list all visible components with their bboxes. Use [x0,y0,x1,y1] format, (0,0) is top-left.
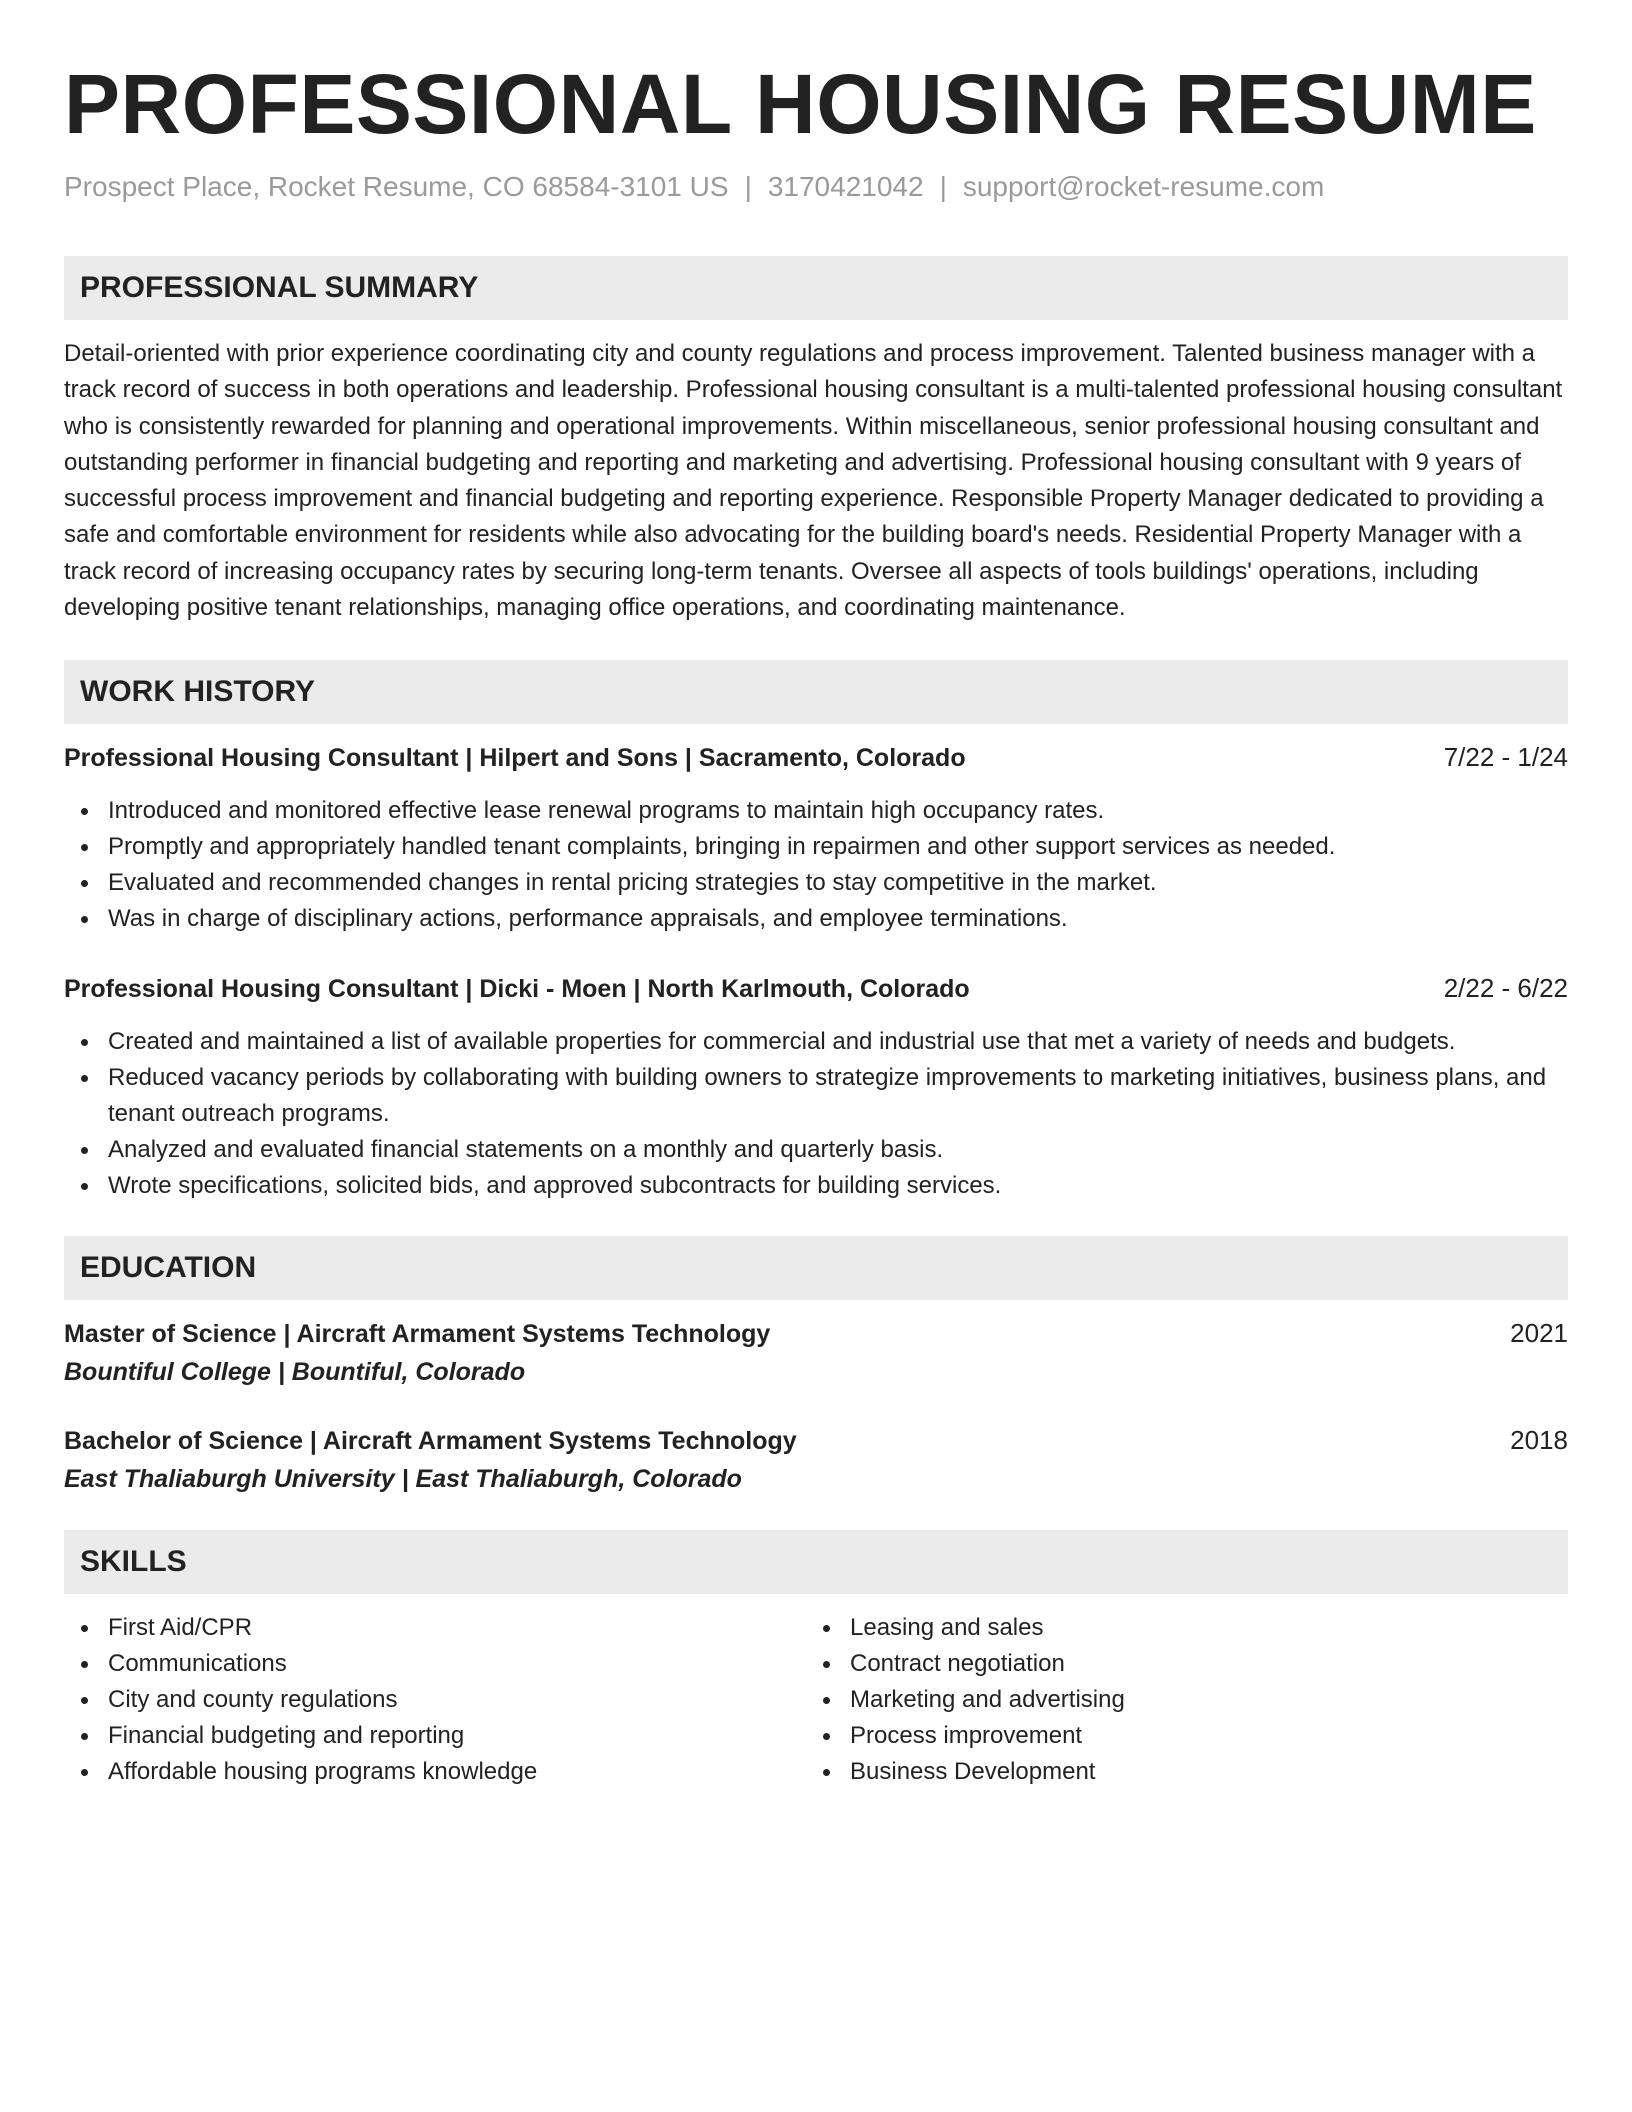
degree-title: Master of Science | Aircraft Armament Systems Technology [64,1320,771,1349]
skills-column-left [64,1610,806,1790]
graduation-year: 2018 [1510,1425,1568,1456]
summary-text: Detail-oriented with prior experience coordinating city and county regulations and process improvement. Talented business manager with a track record of success in both operations and leadership. Professional housing consultant is a multi-talented professional housing consultant who is consistently rewarded for planning and operational improvements. Within miscellaneous, senior professional housing consultant and outstanding performer in financial budgeting and reporting and marketing and advertising. Professional housing consultant with 9 years of successful process improvement and financial budgeting and reporting experience. Responsible Property Manager dedicated to providing a safe and comfortable environment for residents while also advocating for the building board's needs. Residential Property Manager with a track record of increasing occupancy rates by securing long-term tenants. Oversee all aspects of tools buildings' operations, including developing positive tenant relationships, managing office operations, and coordinating maintenance. [64,340,1563,622]
job-title: Professional Housing Consultant | Dicki - Moen | North Karlmouth, Colorado [64,975,970,1004]
job-bullets [64,793,1568,937]
skill-item: Marketing and advertising [806,1682,1548,1718]
skills-column-right [806,1610,1548,1790]
skill-item: City and county regulations [64,1682,806,1718]
summary-heading: PROFESSIONAL SUMMARY [80,271,479,304]
job-bullet: Reduced vacancy periods by collaborating with building owners to strategize improvements to marketing initiatives, business plans, and tenant outreach programs. [64,1060,1568,1132]
job-bullet: Was in charge of disciplinary actions, performance appraisals, and employee terminations. [64,901,1568,937]
job-bullet: Created and maintained a list of available properties for commercial and industrial use that met a variety of needs and budgets. [64,1024,1568,1060]
skills-heading: SKILLS [80,1545,187,1579]
job-dates: 7/22 - 1/24 [1443,742,1568,773]
degree-title: Bachelor of Science | Aircraft Armament Systems Technology [64,1427,797,1456]
skill-item: Contract negotiation [806,1646,1548,1682]
skills-section-header [64,1530,1568,1594]
contact-separator: | [744,171,752,202]
job-bullet: Evaluated and recommended changes in rental pricing strategies to stay competitive in the market. [64,865,1568,901]
skill-item: Process improvement [806,1718,1548,1754]
job-bullet: Introduced and monitored effective lease renewal programs to maintain high occupancy rates. [64,793,1568,829]
job-bullet: Wrote specifications, solicited bids, and approved subcontracts for building services. [64,1168,1568,1204]
job-entry [64,740,1568,937]
summary-section-header [64,256,1568,320]
school-name: East Thaliaburgh University | East Thaliaburgh, Colorado [64,1465,742,1494]
contact-separator: | [939,171,947,202]
job-bullet: Analyzed and evaluated financial statements on a monthly and quarterly basis. [64,1132,1568,1168]
contact-address: Prospect Place, Rocket Resume, CO 68584-3101 US [64,171,729,202]
job-dates: 2/22 - 6/22 [1443,973,1568,1004]
education-heading: EDUCATION [80,1251,257,1285]
skill-item: Business Development [806,1754,1548,1790]
education-entry [64,1316,1568,1389]
skill-item: Communications [64,1646,806,1682]
job-title: Professional Housing Consultant | Hilpert and Sons | Sacramento, Colorado [64,744,966,773]
graduation-year: 2021 [1510,1318,1568,1349]
education-entry [64,1423,1568,1496]
job-bullet: Promptly and appropriately handled tenant complaints, bringing in repairmen and other support services as needed. [64,829,1568,865]
work-section-header [64,660,1568,724]
skill-item: Affordable housing programs knowledge [64,1754,806,1790]
resume-title: PROFESSIONAL HOUSING RESUME [64,57,1537,151]
education-section-header [64,1236,1568,1300]
skill-item: First Aid/CPR [64,1610,806,1646]
skill-item: Financial budgeting and reporting [64,1718,806,1754]
contact-line [64,170,1568,204]
school-name: Bountiful College | Bountiful, Colorado [64,1358,526,1387]
work-heading: WORK HISTORY [80,675,316,709]
contact-email: support@rocket-resume.com [962,171,1325,202]
skills-list [64,1610,1568,1790]
job-entry [64,971,1568,1204]
skill-item: Leasing and sales [806,1610,1548,1646]
contact-phone: 3170421042 [767,171,924,202]
job-bullets [64,1024,1568,1204]
